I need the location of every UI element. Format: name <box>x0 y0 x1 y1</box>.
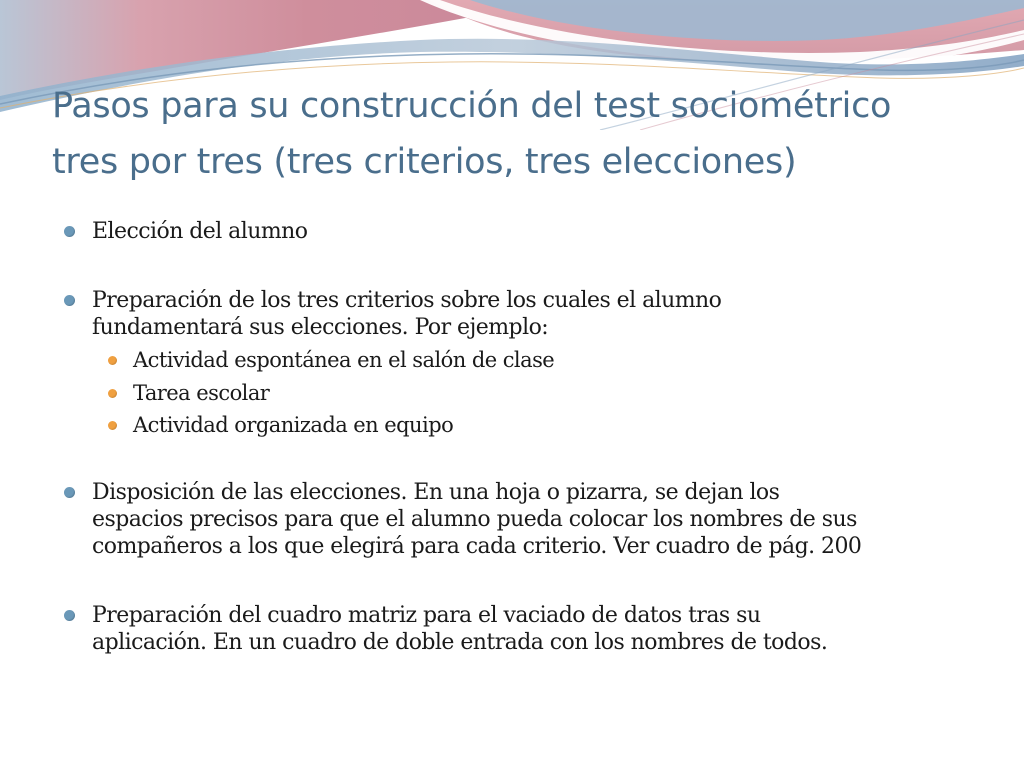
slide-title-line-1: Pasos para su construcción del test sociométrico <box>52 86 892 126</box>
bullet-text: Disposición de las elecciones. En una hoja o pizarra, se dejan los <box>92 480 780 505</box>
sub-bullet-dot-icon <box>108 356 117 365</box>
bullet-text: aplicación. En un cuadro de doble entrada con los nombres de todos. <box>92 630 828 655</box>
bullet-text: Preparación del cuadro matriz para el vaciado de datos tras su <box>92 603 761 628</box>
bullet-item <box>92 602 992 656</box>
sub-bullet-item: Actividad organizada en equipo <box>133 413 454 437</box>
slide-title <box>52 78 992 190</box>
sub-bullet-dot-icon <box>108 421 117 430</box>
bullet-text: fundamentará sus elecciones. Por ejemplo: <box>92 315 549 340</box>
bullet-dot-icon <box>64 487 75 498</box>
sub-bullet-item: Tarea escolar <box>133 381 270 405</box>
slide-title-line-2: tres por tres (tres criterios, tres elecciones) <box>52 142 797 182</box>
bullet-dot-icon <box>64 610 75 621</box>
sub-bullet-item: Actividad espontánea en el salón de clase <box>133 348 555 372</box>
bullet-dot-icon <box>64 226 75 237</box>
bullet-text: compañeros a los que elegirá para cada criterio. Ver cuadro de pág. 200 <box>92 534 862 559</box>
sub-bullet-dot-icon <box>108 389 117 398</box>
bullet-text: espacios precisos para que el alumno pueda colocar los nombres de sus <box>92 507 857 532</box>
bullet-text: Elección del alumno <box>92 219 308 244</box>
bullet-text: Preparación de los tres criterios sobre los cuales el alumno <box>92 288 722 313</box>
bullet-item <box>92 479 992 560</box>
bullet-item <box>92 218 992 245</box>
bullet-item <box>92 287 992 341</box>
bullet-dot-icon <box>64 295 75 306</box>
